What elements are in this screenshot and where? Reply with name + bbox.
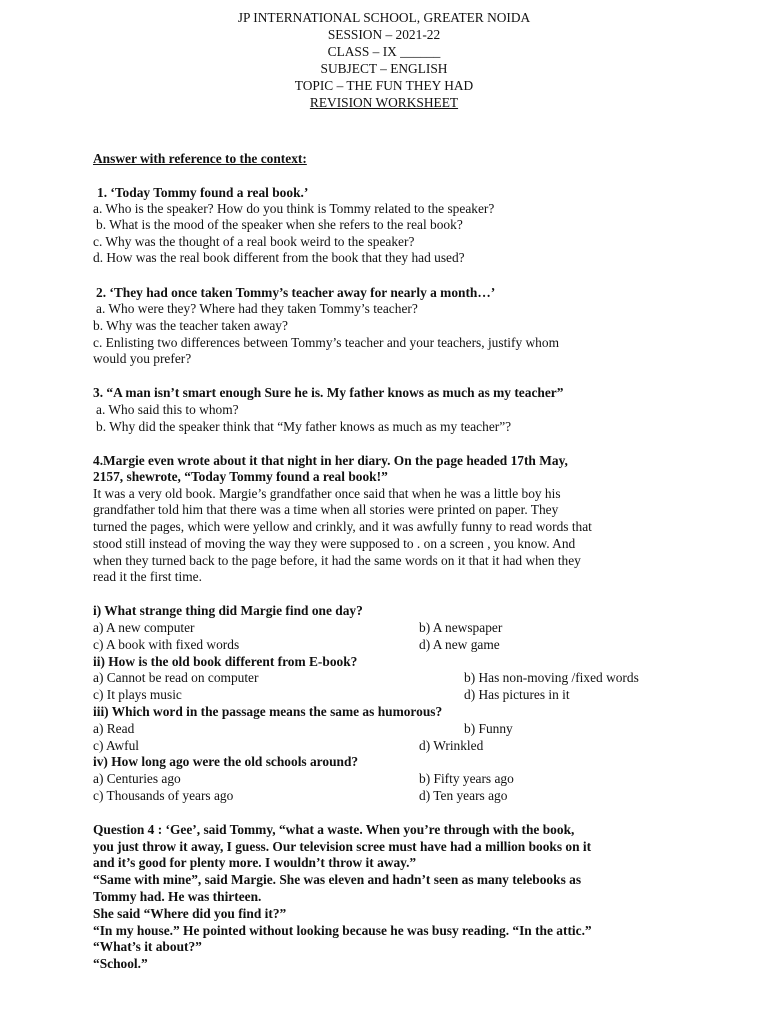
mcq-i-option-d: d) A new game xyxy=(419,637,500,652)
mcq-iv-option-a: a) Centuries ago xyxy=(93,771,181,786)
topic: TOPIC – THE FUN THEY HAD xyxy=(294,78,474,93)
question4-line: “What’s it about?” xyxy=(93,939,202,954)
mcq-iii-option-a: a) Read xyxy=(93,721,135,736)
question4-line: Tommy had. He was thirteen. xyxy=(93,889,262,904)
mcq-iii-question: iii) Which word in the passage means the same as humorous? xyxy=(93,704,443,719)
mcq-iv-option-d: d) Ten years ago xyxy=(419,788,508,803)
q1-title: 1. ‘Today Tommy found a real book.’ xyxy=(97,185,309,200)
question4-line: “Same with mine”, said Margie. She was eleven and hadn’t seen as many telebooks as xyxy=(93,872,582,887)
q2-a: a. Who were they? Where had they taken Tommy’s teacher? xyxy=(96,301,418,316)
passage-line: turned the pages, which were yellow and crinkly, and it was awfully funny to read words that xyxy=(93,519,592,534)
question4-line: “School.” xyxy=(93,956,148,971)
q2-c-cont: would you prefer? xyxy=(93,351,192,366)
mcq-iii-option-c: c) Awful xyxy=(93,738,139,753)
mcq-iii-option-d: d) Wrinkled xyxy=(419,738,484,753)
class: CLASS – IX ______ xyxy=(327,44,441,59)
q4-title: 4.Margie even wrote about it that night in her diary. On the page headed 17th May, xyxy=(93,453,568,468)
passage-line: grandfather told him that there was a time when all stories were printed on paper. They xyxy=(93,502,559,517)
question4-line: and it’s good for plenty more. I wouldn’t throw it away.” xyxy=(93,855,417,870)
mcq-i-question: i) What strange thing did Margie find one day? xyxy=(93,603,363,618)
session: SESSION – 2021-22 xyxy=(327,27,441,42)
mcq-ii-option-d: d) Has pictures in it xyxy=(464,687,570,702)
mcq-iv-option-b: b) Fifty years ago xyxy=(419,771,514,786)
mcq-ii-option-b: b) Has non-moving /fixed words xyxy=(464,670,639,685)
mcq-i-option-a: a) A new computer xyxy=(93,620,195,635)
question4-line: She said “Where did you find it?” xyxy=(93,906,287,921)
mcq-iv-option-c: c) Thousands of years ago xyxy=(93,788,234,803)
mcq-ii-option-a: a) Cannot be read on computer xyxy=(93,670,259,685)
q2-c: c. Enlisting two differences between Tommy’s teacher and your teachers, justify whom xyxy=(93,335,559,350)
passage-line: It was a very old book. Margie’s grandfather once said that when he was a little boy his xyxy=(93,486,561,501)
q1-b: b. What is the mood of the speaker when she refers to the real book? xyxy=(96,217,463,232)
question4-line: Question 4 : ‘Gee’, said Tommy, “what a waste. When you’re through with the book, xyxy=(93,822,575,837)
question4-line: “In my house.” He pointed without looking because he was busy reading. “In the attic.” xyxy=(93,923,592,938)
mcq-ii-question: ii) How is the old book different from E-book? xyxy=(93,654,358,669)
q2-b: b. Why was the teacher taken away? xyxy=(93,318,288,333)
q3-a: a. Who said this to whom? xyxy=(96,402,239,417)
instruction: Answer with reference to the context: xyxy=(93,151,307,166)
q4-title-cont: 2157, shewrote, “Today Tommy found a real book!” xyxy=(93,469,388,484)
mcq-iv-question: iv) How long ago were the old schools around? xyxy=(93,754,359,769)
question4-line: you just throw it away, I guess. Our television scree must have had a million books on it xyxy=(93,839,592,854)
q1-a: a. Who is the speaker? How do you think is Tommy related to the speaker? xyxy=(93,201,495,216)
mcq-iii-option-b: b) Funny xyxy=(464,721,513,736)
q3-b: b. Why did the speaker think that “My father knows as much as my teacher”? xyxy=(96,419,512,434)
mcq-i-option-b: b) A newspaper xyxy=(419,620,503,635)
q2-title: 2. ‘They had once taken Tommy’s teacher away for nearly a month…’ xyxy=(96,285,496,300)
worksheet-title: REVISION WORKSHEET xyxy=(309,95,459,110)
passage-line: stood still instead of moving the way they were supposed to . on a screen , you know. And xyxy=(93,536,576,551)
passage-line: when they turned back to the page before, it had the same words on it that it had when they xyxy=(93,553,581,568)
subject: SUBJECT – ENGLISH xyxy=(320,61,448,76)
mcq-i-option-c: c) A book with fixed words xyxy=(93,637,240,652)
q1-c: c. Why was the thought of a real book weird to the speaker? xyxy=(93,234,415,249)
q3-title: 3. “A man isn’t smart enough Sure he is. My father knows as much as my teacher” xyxy=(93,385,564,400)
mcq-ii-option-c: c) It plays music xyxy=(93,687,182,702)
school-name: JP INTERNATIONAL SCHOOL, GREATER NOIDA xyxy=(237,10,531,25)
passage-line: read it the first time. xyxy=(93,569,202,584)
q1-d: d. How was the real book different from the book that they had used? xyxy=(93,250,465,265)
